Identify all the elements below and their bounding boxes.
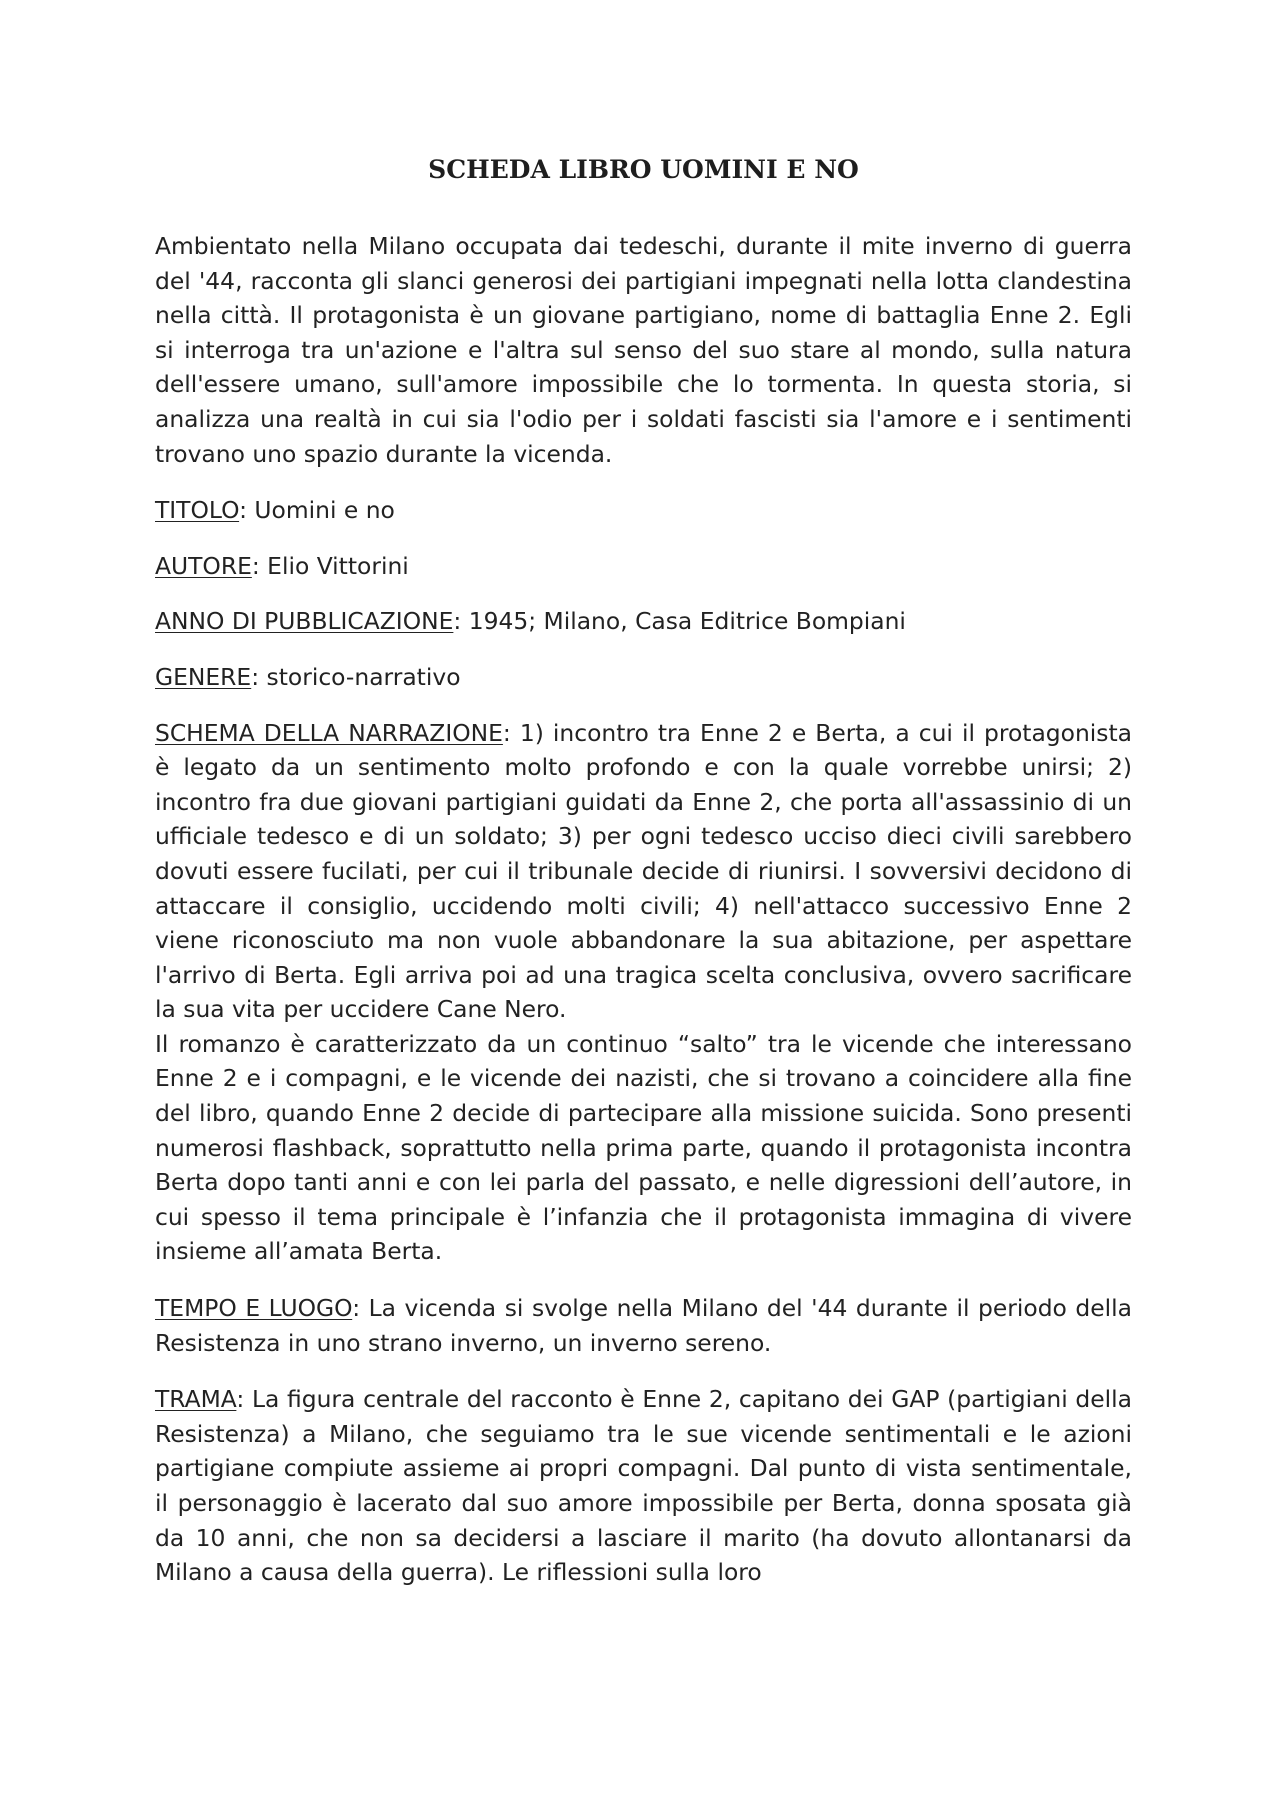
field-trama (155, 1382, 1132, 1590)
field-value: : 1945; Milano, Casa Editrice Bompiani (453, 607, 906, 636)
document-title: SCHEDA LIBRO UOMINI E NO (428, 155, 859, 184)
romanzo-paragraph: Il romanzo è caratterizzato da un continuo “salto” tra le vicende che interessano Enne 2 e i compagni, e le vicende dei nazisti, che si trovano a coincidere alla fine del libro, quando Enne 2 decide di partecipare alla missione suicida. Sono presenti numerosi flashback, soprattutto nella prima parte, quando il protagonista incontra Berta dopo tanti anni e con lei parla del passato, e nelle digressioni dell’autore, in cui spesso il tema principale è l’infanzia che il protagonista immagina di vivere insieme all’amata Berta. (155, 1029, 1132, 1266)
field-label: GENERE (155, 662, 252, 691)
field-value: : La figura centrale del racconto è Enne 2, capitano dei GAP (partigiani della Resistenza) a Milano, che seguiamo tra le sue vicende sentimentali e le azioni partigiane compiute assieme ai propri compagni. Dal punto di vista sentimentale, il personaggio è lacerato dal suo amore impossibile per Berta, donna sposata già da 10 anni, che non sa decidersi a lasciare il marito (ha dovuto allontanarsi da Milano a causa della guerra). Le riflessioni sulla loro (155, 1385, 1132, 1587)
field-autore (155, 549, 1132, 584)
field-label: AUTORE (155, 551, 252, 580)
field-label: TRAMA (155, 1385, 237, 1414)
field-label: TITOLO (155, 496, 240, 525)
field-schema (155, 716, 1132, 1027)
document-page (155, 155, 1132, 1612)
intro-paragraph: Ambientato nella Milano occupata dai tedeschi, durante il mite inverno di guerra del '44, racconta gli slanci generosi dei partigiani impegnati nella lotta clandestina nella città. Il protagonista è un giovane partigiano, nome di battaglia Enne 2. Egli si interroga tra un'azione e l'altra sul senso del suo stare al mondo, sulla natura dell'essere umano, sull'amore impossibile che lo tormenta. In questa storia, si analizza una realtà in cui sia l'odio per i soldati fascisti sia l'amore e i sentimenti trovano uno spazio durante la vicenda. (155, 232, 1132, 468)
field-value: : La vicenda si svolge nella Milano del '44 durante il periodo della Resistenza in uno strano inverno, un inverno sereno. (155, 1294, 1132, 1357)
field-genere (155, 660, 1132, 695)
field-label: SCHEMA DELLA NARRAZIONE (155, 718, 503, 747)
field-value: : Uomini e no (239, 496, 395, 525)
field-anno (155, 604, 1132, 639)
field-value: : storico-narrativo (251, 662, 461, 691)
field-value: : 1) incontro tra Enne 2 e Berta, a cui il protagonista è legato da un sentimento molto profondo e con la quale vorrebbe unirsi; 2) incontro fra due giovani partigiani guidati da Enne 2, che porta all'assassinio di un ufficiale tedesco e di un soldato; 3) per ogni tedesco ucciso dieci civili sarebbero dovuti essere fucilati, per cui il tribunale decide di riunirsi. I sovversivi decidono di attaccare il consiglio, uccidendo molti civili; 4) nell'attacco successivo Enne 2 viene riconosciuto ma non vuole abbandonare la sua abitazione, per aspettare l'arrivo di Berta. Egli arriva poi ad una tragica scelta conclusiva, ovvero sacrificare la sua vita per uccidere Cane Nero. (155, 718, 1132, 1024)
field-value: : Elio Vittorini (251, 551, 409, 580)
field-label: ANNO DI PUBBLICAZIONE (155, 607, 454, 636)
field-titolo (155, 493, 1132, 528)
field-label: TEMPO E LUOGO (155, 1294, 353, 1323)
field-tempo (155, 1291, 1132, 1360)
